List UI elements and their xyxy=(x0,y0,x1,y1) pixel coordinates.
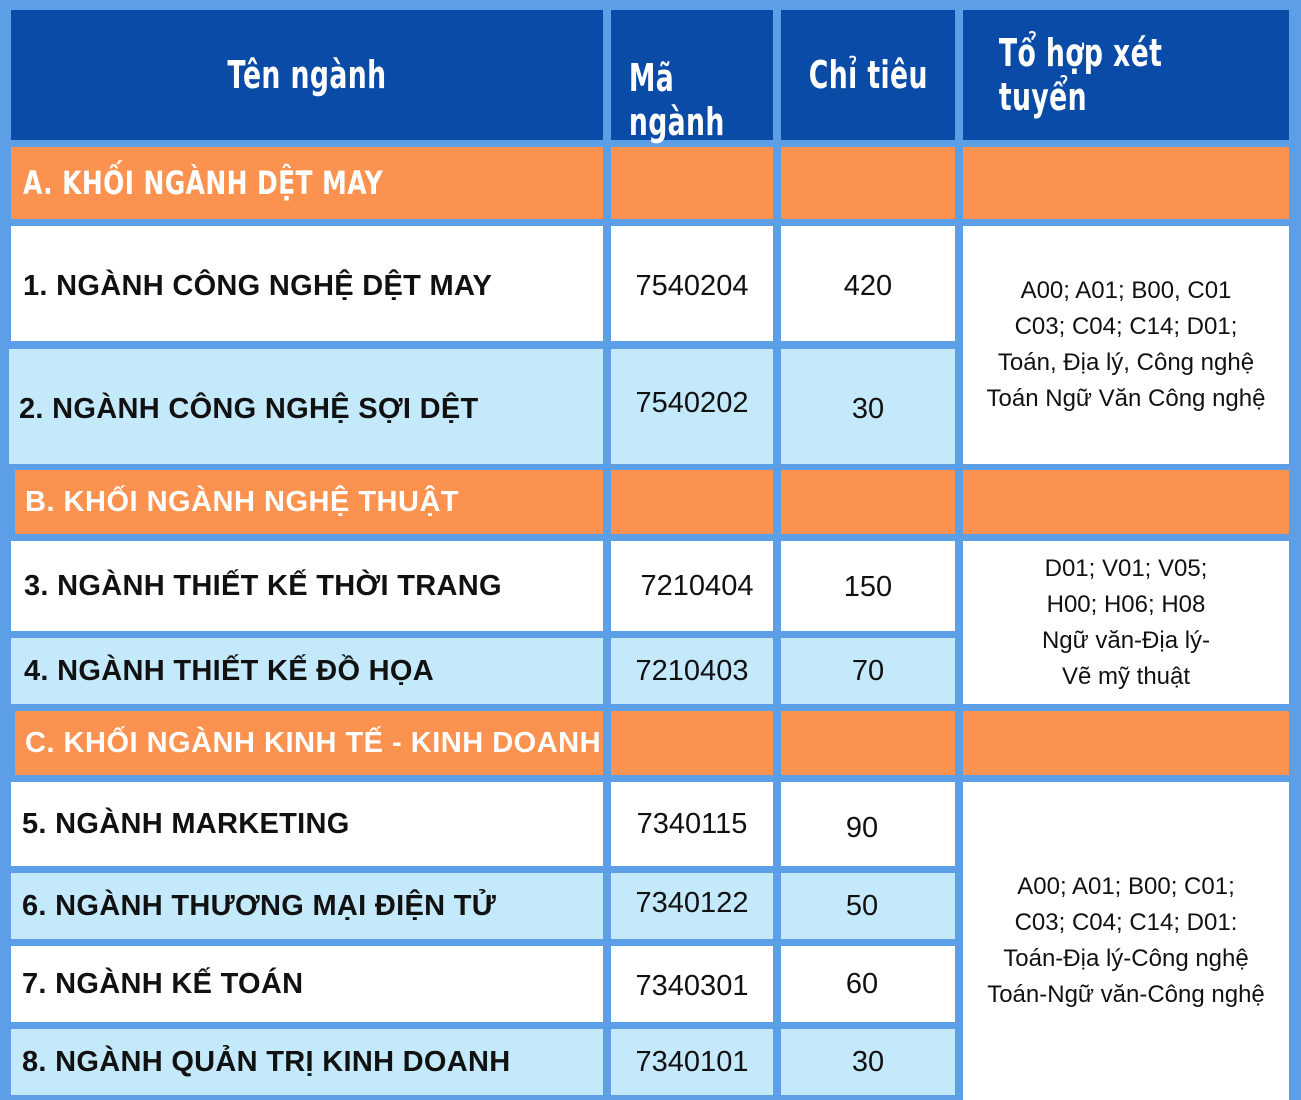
combo-b-line-4: Vẽ mỹ thuật xyxy=(1061,662,1191,690)
row-4-code-text: 7210403 xyxy=(635,654,749,687)
row-3-code xyxy=(611,541,773,631)
row-2-quota xyxy=(781,349,955,464)
section-c-combo xyxy=(963,711,1289,775)
section-c-quota xyxy=(781,711,955,775)
row-1-name-text: 1. NGÀNH CÔNG NGHỆ DỆT MAY xyxy=(23,270,493,302)
combo-b-line-3: Ngữ văn-Địa lý- xyxy=(1041,626,1211,654)
section-a-code xyxy=(611,147,773,219)
section-a-title xyxy=(11,147,603,219)
section-b-label: B. KHỐI NGÀNH NGHỆ THUẬT xyxy=(25,485,460,518)
section-b-combo xyxy=(963,470,1289,534)
section-c-title xyxy=(15,711,603,775)
row-5-quota-text: 90 xyxy=(845,811,879,844)
combo-a-line-1: A00; A01; B00, C01 xyxy=(1020,277,1232,304)
combo-b xyxy=(963,541,1289,704)
row-4-quota-text: 70 xyxy=(851,654,885,687)
header-code xyxy=(611,10,773,144)
row-3-name xyxy=(11,541,603,631)
row-5-code-text: 7340115 xyxy=(636,808,748,840)
row-7-name-text: 7. NGÀNH KẾ TOÁN xyxy=(22,967,304,1000)
row-3-code-text: 7210404 xyxy=(640,569,754,602)
row-2-code-text: 7540202 xyxy=(635,387,749,419)
row-4-name xyxy=(11,638,603,704)
header-combo-label: Tổ hợp xét tuyển xyxy=(998,31,1163,119)
row-8-code-text: 7340101 xyxy=(635,1045,749,1078)
combo-c xyxy=(963,782,1289,1100)
row-4-name-text: 4. NGÀNH THIẾT KẾ ĐỒ HỌA xyxy=(24,654,434,687)
row-8-code xyxy=(611,1029,773,1095)
section-a-combo xyxy=(963,147,1289,219)
section-a-label: A. KHỐI NGÀNH DỆT MAY xyxy=(23,164,384,202)
combo-c-line-1: A00; A01; B00; C01; xyxy=(1017,873,1235,900)
combo-c-line-4: Toán-Ngữ văn-Công nghệ xyxy=(987,981,1265,1008)
row-1-code xyxy=(611,226,773,341)
row-5-name xyxy=(11,782,603,866)
row-1-quota xyxy=(781,226,955,341)
row-2-quota-text: 30 xyxy=(851,393,885,425)
row-4-quota xyxy=(781,638,955,704)
row-6-name xyxy=(11,873,603,939)
row-8-name-text: 8. NGÀNH QUẢN TRỊ KINH DOANH xyxy=(22,1045,511,1078)
row-6-quota xyxy=(781,873,955,939)
row-6-quota-text: 50 xyxy=(845,889,879,922)
row-2-code xyxy=(611,349,773,464)
row-3-quota xyxy=(781,541,955,631)
row-5-code xyxy=(611,782,773,866)
header-quota xyxy=(781,10,955,140)
combo-b-line-1: D01; V01; V05; xyxy=(1044,554,1208,582)
section-b-code xyxy=(611,470,773,534)
section-b-quota xyxy=(781,470,955,534)
row-7-code xyxy=(611,946,773,1022)
combo-a-line-2: C03; C04; C14; D01; xyxy=(1014,313,1238,340)
row-8-quota-text: 30 xyxy=(851,1045,885,1078)
row-1-code-text: 7540204 xyxy=(635,270,749,302)
row-6-code-text: 7340122 xyxy=(635,886,749,919)
row-6-code xyxy=(611,873,773,939)
row-7-quota-text: 60 xyxy=(845,967,879,1000)
section-c-code xyxy=(611,711,773,775)
combo-a-line-4: Toán Ngữ Văn Công nghệ xyxy=(986,385,1266,412)
row-5-name-text: 5. NGÀNH MARKETING xyxy=(22,808,350,840)
section-a-quota xyxy=(781,147,955,219)
row-1-name xyxy=(11,226,603,341)
header-quota-label: Chỉ tiêu xyxy=(808,53,928,97)
combo-b-line-2: H00; H06; H08 xyxy=(1046,590,1206,618)
header-name xyxy=(11,10,603,140)
row-3-name-text: 3. NGÀNH THIẾT KẾ THỜI TRANG xyxy=(24,569,502,602)
combo-c-line-2: C03; C04; C14; D01: xyxy=(1014,909,1238,936)
header-code-label: Mã ngành xyxy=(628,56,725,144)
row-6-name-text: 6. NGÀNH THƯƠNG MẠI ĐIỆN TỬ xyxy=(22,889,497,922)
row-2-name-text: 2. NGÀNH CÔNG NGHỆ SỢI DỆT xyxy=(19,393,479,425)
header-name-label: Tên ngành xyxy=(227,53,387,97)
row-4-code xyxy=(611,638,773,704)
row-3-quota-text: 150 xyxy=(843,570,893,603)
row-1-quota-text: 420 xyxy=(843,270,893,302)
row-5-quota xyxy=(781,782,955,866)
section-c-label: C. KHỐI NGÀNH KINH TẾ - KINH DOANH xyxy=(25,726,602,759)
row-8-name xyxy=(11,1029,603,1095)
section-b-title xyxy=(15,470,603,534)
row-7-name xyxy=(11,946,603,1022)
combo-a-line-3: Toán, Địa lý, Công nghệ xyxy=(997,349,1255,376)
header-combo xyxy=(963,10,1289,140)
row-7-code-text: 7340301 xyxy=(635,969,749,1002)
row-7-quota xyxy=(781,946,955,1022)
combo-c-line-3: Toán-Địa lý-Công nghệ xyxy=(1003,945,1249,972)
combo-a xyxy=(963,226,1289,464)
row-8-quota xyxy=(781,1029,955,1095)
row-2-name xyxy=(9,349,603,464)
